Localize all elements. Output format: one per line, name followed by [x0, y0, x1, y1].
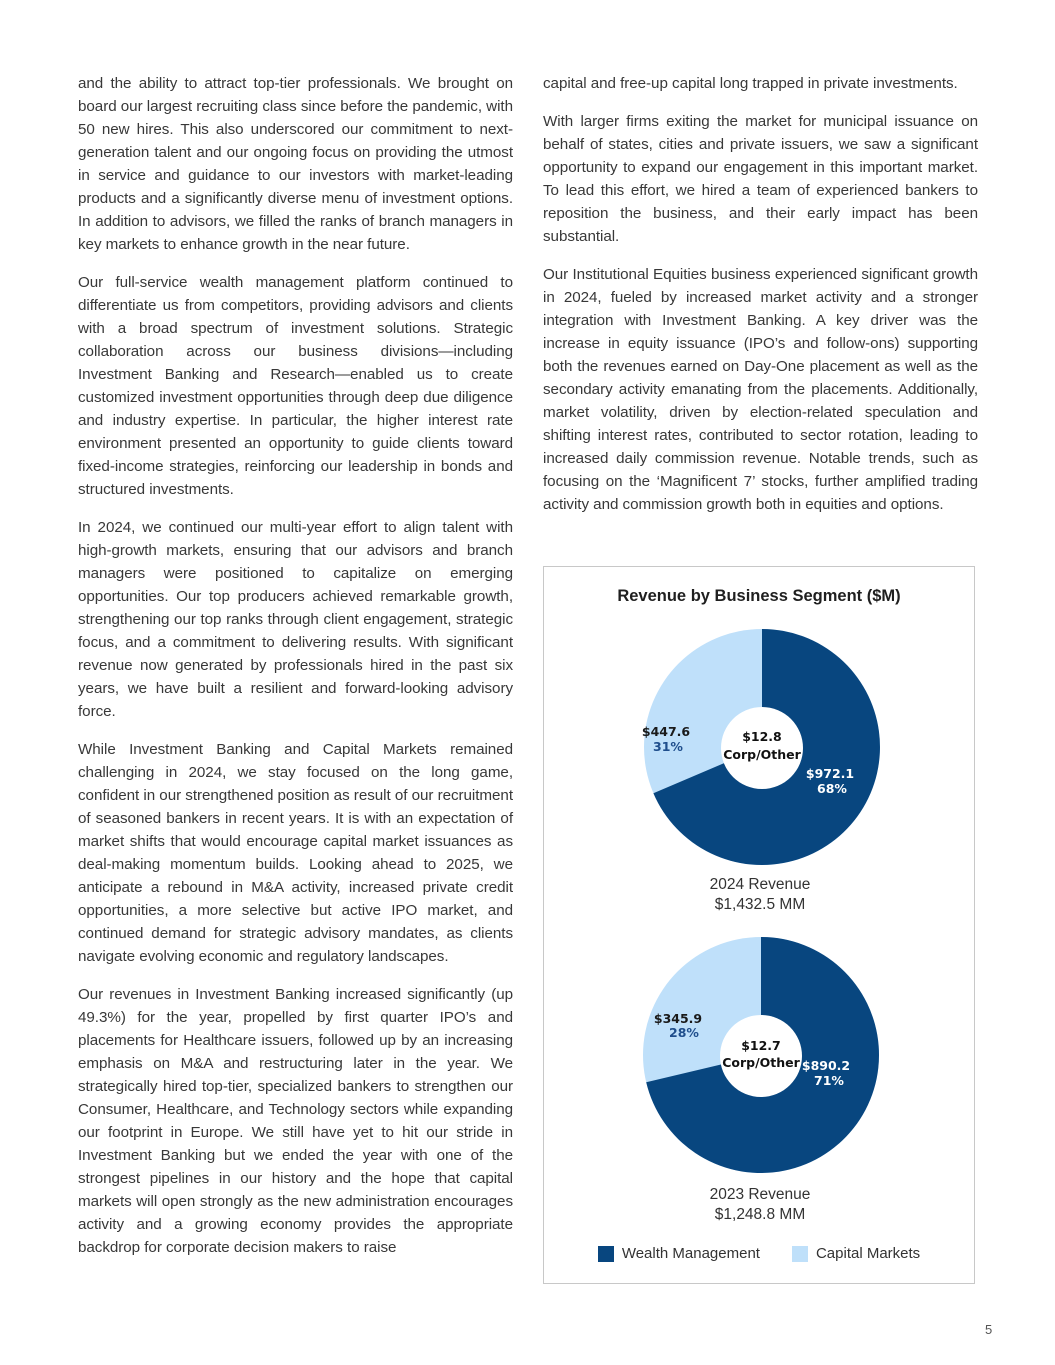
pie-chart-2024 — [544, 567, 976, 917]
paragraph-ib-capital-markets: While Investment Banking and Capital Markets remained challenging in 2024, we stay focused on the long game, confident in our strengthened position as result of our recruitment of seasoned bankers in recent years. It is with an expectation of market shifts that would encourage capital market issuances as deal-making momentum builds. Looking ahead to 2025, we anticipate a rebound in M&A activity, increased private credit opportunities, a more selective but active IPO market, and continued demand for strategic advisory mandates, as clients navigate evolving economic and regulatory landscapes. — [78, 741, 513, 965]
revenue-chart-card — [543, 566, 975, 1284]
legend-item-wealth-management — [598, 1245, 760, 1262]
cm-pct-2024: 31% — [653, 739, 683, 754]
paragraph-wealth-platform: Our full-service wealth management platform continued to differentiate us from competitors, providing advisors and clients with a broad spectrum of investment solutions. Strategic collaboration across our business divisions—including Investment Banking and Research—enabled us to create customized investment opportunities through deep due diligence and industry expertise. In particular, the higher interest rate environment presented an opportunity to guide clients toward fixed-income strategies, reinforcing our leadership in bonds and structured investments. — [78, 274, 513, 498]
corp-value-2024: $12.8 — [742, 729, 782, 744]
wm-pct-2023: 71% — [814, 1073, 844, 1088]
chart-legend — [544, 1245, 974, 1262]
paragraph-capital-continuation: capital and free-up capital long trapped in private investments. — [543, 75, 958, 92]
paragraph-municipal: With larger firms exiting the market for municipal issuance on behalf of states, cities and private issuers, we saw a significant opportunity to expand our engagement in this important market. To lead this effort, we hired a team of experienced bankers to reposition the business, and their early impact has been substantial. — [543, 113, 978, 245]
corp-value-2023: $12.7 — [741, 1038, 781, 1053]
paragraph-recruiting: and the ability to attract top-tier professionals. We brought on board our largest recruiting class since before the pandemic, with 50 new hires. This also underscored our commitment to next-generation talent and our ongoing focus on providing the utmost in service and guidance to our investors with market-leading products and a significantly diverse menu of investment options. In addition to advisors, we filled the ranks of branch managers in key markets to enhance growth in the near future. — [78, 75, 513, 253]
pie-2023-graphic — [544, 875, 976, 1175]
caption-2024-title: 2024 Revenue — [709, 876, 811, 893]
page-number: 5 — [985, 1322, 993, 1337]
cm-value-2024: $447.6 — [641, 724, 691, 739]
caption-2024-total: $1,432.5 MM — [714, 896, 806, 913]
cm-value-2023: $345.9 — [653, 1011, 703, 1026]
caption-2023 — [544, 1185, 976, 1225]
legend-item-capital-markets — [792, 1245, 920, 1262]
cm-pct-2023: 28% — [669, 1025, 699, 1040]
wm-value-2023: $890.2 — [801, 1058, 851, 1073]
legend-label-capital-markets: Capital Markets — [815, 1245, 921, 1262]
pie-2024-graphic — [544, 567, 976, 917]
caption-2023-total: $1,248.8 MM — [714, 1206, 806, 1223]
wm-value-2024: $972.1 — [805, 766, 855, 781]
caption-2023-title: 2023 Revenue — [709, 1186, 811, 1203]
pie-chart-2023 — [544, 875, 976, 1255]
chart-title: Revenue by Business Segment ($M) — [617, 587, 901, 605]
paragraph-talent-alignment: In 2024, we continued our multi-year effort to align talent with high-growth markets, ensuring that our advisors and branch managers were positioned to capitalize on emerging opportunities. Our top producers achieved remarkable growth, strengthening our top ranks through client engagement, strategic focus, and a commitment to delivering results. With significant revenue now generated by professionals hired in the past six years, we have built a resilient and forward-looking advisory force. — [78, 519, 513, 720]
paragraph-institutional-equities: Our Institutional Equities business experienced significant growth in 2024, fueled by increased market activity and a stronger integration with Investment Banking. A key driver was the increase in equity issuance (IPO’s and follow-ons) supporting both the revenues earned on Day-One placement as well as the secondary activity emanating from the placements. Additionally, market volatility, driven by election-related speculation and shifting interest rates, contributed to sector rotation, leading to increased daily commission revenue. Notable trends, such as focusing on the ‘Magnificent 7’ stocks, further amplified trading activity and commission growth both in equities and options. — [543, 266, 978, 513]
wm-pct-2024: 68% — [817, 781, 847, 796]
corp-label-2024: Corp/Other — [723, 747, 801, 762]
paragraph-ib-revenue: Our revenues in Investment Banking increased significantly (up 49.3%) for the year, propelled by first quarter IPO’s and placements for Healthcare issuers, followed up by an increasing emphasis on M&A and restructuring later in the year. We strategically hired top-tier, specialized bankers to strengthen our Consumer, Healthcare, and Technology sectors while expanding our footprint in Europe. We still have yet to hit our stride in Investment Banking but we ended the year with one of the strongest pipelines in our history and the hope that capital markets will open strongly as the new administration encourages activity and a growing economy provides the appropriate backdrop for corporate decision makers to raise — [78, 986, 513, 1256]
right-text-column — [543, 72, 978, 531]
legend-label-wealth-management: Wealth Management — [621, 1245, 760, 1262]
wealth-management-swatch-icon — [598, 1246, 614, 1262]
left-text-column — [78, 72, 513, 1274]
capital-markets-swatch-icon — [792, 1246, 808, 1262]
corp-label-2023: Corp/Other — [722, 1055, 800, 1070]
